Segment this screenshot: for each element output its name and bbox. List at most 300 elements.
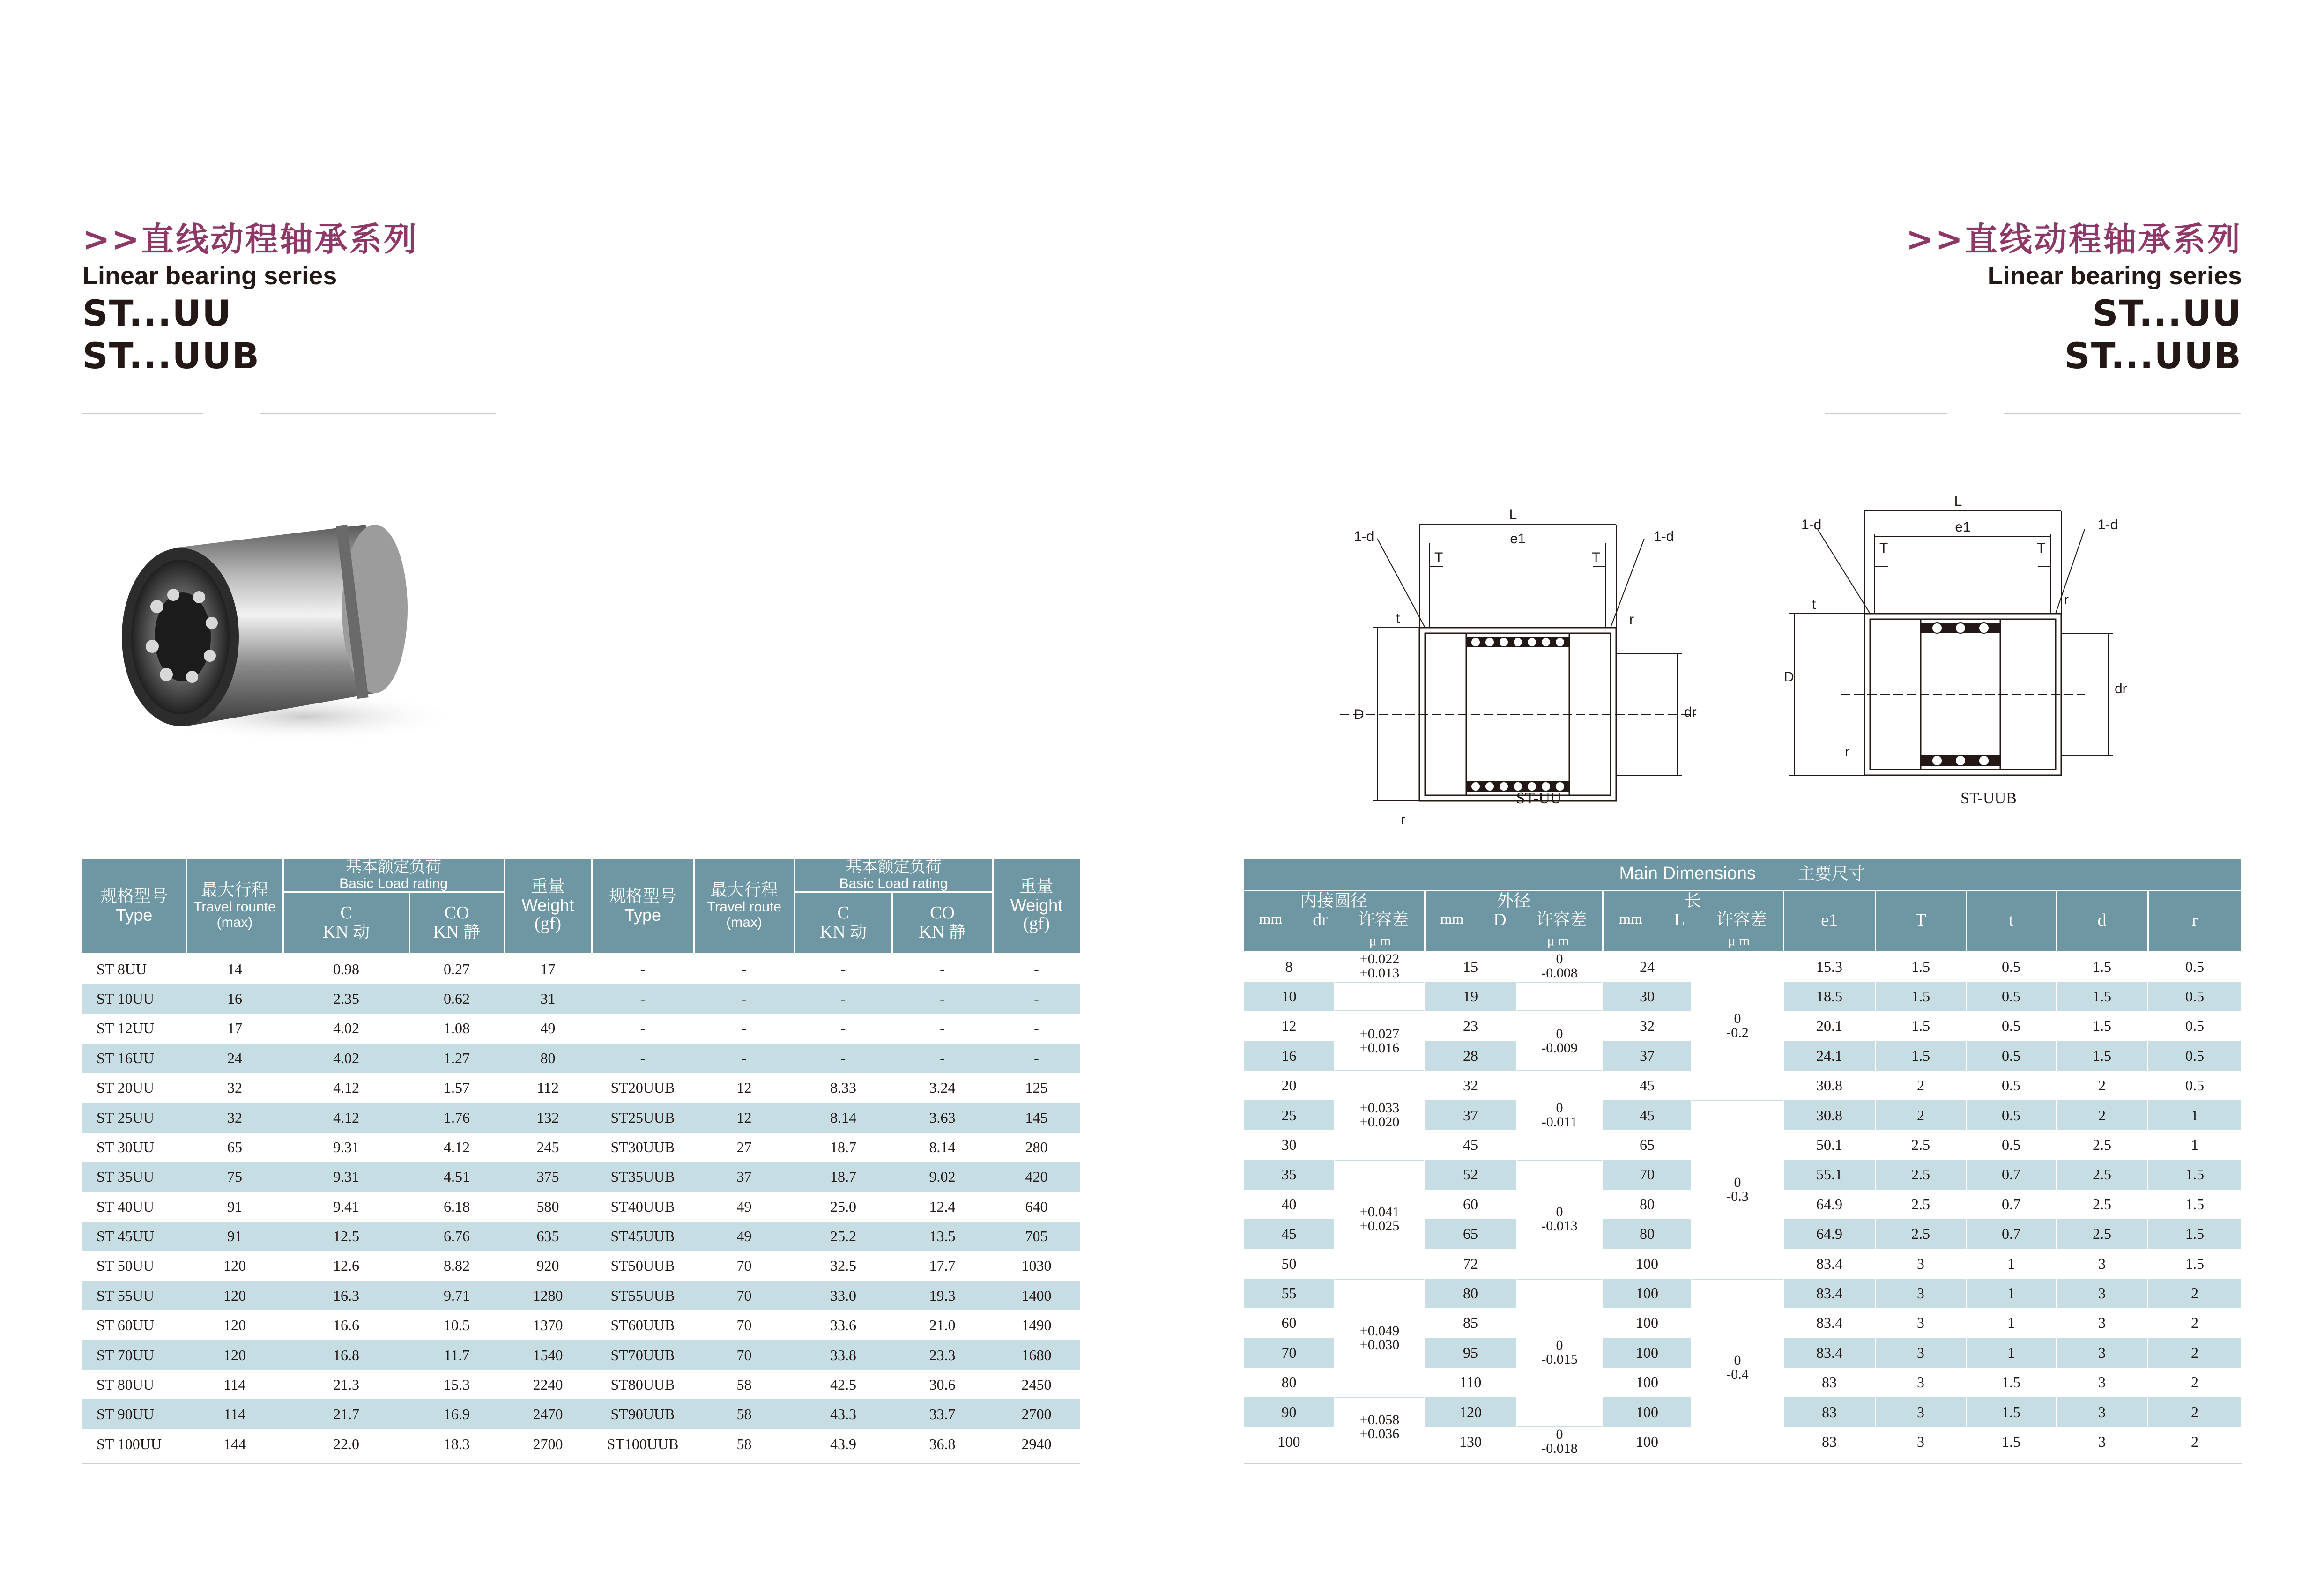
table-cell: 21.3 xyxy=(283,1370,409,1399)
dim-label-L: L xyxy=(1509,507,1517,522)
table-cell: 2 xyxy=(2148,1338,2242,1368)
linear-bearing-photo xyxy=(103,506,440,768)
table-cell: 132 xyxy=(504,1103,592,1132)
table-cell: 1280 xyxy=(504,1281,592,1310)
table-cell: ST20UUB xyxy=(592,1073,694,1103)
table-row xyxy=(82,1370,1080,1399)
table-cell: 17.7 xyxy=(892,1251,993,1281)
table-row xyxy=(82,1399,1080,1429)
diagram-caption-uub xyxy=(1935,780,2042,813)
table-cell: ST 16UU xyxy=(82,1044,186,1073)
table-cell: 17 xyxy=(504,954,592,984)
table-cell: 920 xyxy=(504,1251,592,1281)
table-cell: 52 xyxy=(1425,1160,1516,1189)
table-cell: 1.5 xyxy=(2148,1249,2242,1278)
col-e1: e1 xyxy=(1783,890,1875,951)
table-cell: 3 xyxy=(2056,1279,2148,1308)
table-cell: 2 xyxy=(2148,1397,2242,1427)
table-cell: 2 xyxy=(2056,1100,2148,1130)
tolerance-upper: 0 xyxy=(1734,1352,1741,1368)
dim-label-T-right: T xyxy=(1592,550,1601,565)
table-row xyxy=(82,1073,1080,1103)
table-cell: - xyxy=(892,984,993,1014)
table-cell: 0.98 xyxy=(283,954,409,984)
table-cell: 21.0 xyxy=(892,1310,993,1340)
svg-text:ST-UUB: ST-UUB xyxy=(1960,790,2017,807)
table-cell: 32 xyxy=(186,1073,283,1103)
table-cell: ST 100UU xyxy=(82,1429,186,1459)
table-cell: 0.5 xyxy=(2148,982,2242,1011)
tolerance-upper: +0.049 xyxy=(1359,1323,1400,1339)
load-rating-table xyxy=(82,859,1081,1459)
table-cell: 49 xyxy=(694,1192,794,1222)
table-cell: 24 xyxy=(186,1044,283,1073)
table-cell: 1.5 xyxy=(1966,1397,2056,1427)
table-cell: 10 xyxy=(1244,982,1335,1011)
tolerance-lower: -0.013 xyxy=(1541,1218,1578,1234)
table-cell: 25 xyxy=(1244,1100,1335,1130)
page-title-cn-left: >>直线动程轴承系列 xyxy=(82,220,419,259)
table-cell: 4.12 xyxy=(409,1133,504,1162)
table-cell: 16.3 xyxy=(283,1281,409,1310)
table-cell: - xyxy=(993,1014,1080,1043)
table-cell: 120 xyxy=(1425,1397,1516,1427)
tolerance-lower: +0.036 xyxy=(1359,1426,1400,1442)
tolerance-upper: +0.027 xyxy=(1359,1026,1400,1042)
tolerance-D xyxy=(1516,1161,1603,1278)
table-row xyxy=(82,1044,1080,1073)
table-cell: 45 xyxy=(1603,1100,1692,1130)
table-cell: 4.12 xyxy=(283,1103,409,1132)
table-cell: - xyxy=(993,954,1080,984)
table-cell: ST30UUB xyxy=(592,1133,694,1162)
table-cell: 1.5 xyxy=(1875,951,1966,982)
table-cell: - xyxy=(694,1044,794,1073)
table-cell: 33.0 xyxy=(794,1281,892,1310)
table-cell: 58 xyxy=(694,1370,794,1399)
table-cell: 70 xyxy=(694,1310,794,1340)
tolerance-upper: 0 xyxy=(1734,1174,1741,1190)
table-cell: 37 xyxy=(694,1162,794,1192)
table-cell: 32 xyxy=(186,1103,283,1132)
table-cell: 1680 xyxy=(993,1340,1080,1370)
tolerance-dr xyxy=(1335,1280,1425,1397)
table-cell: 2 xyxy=(2148,1279,2242,1308)
table-cell: 35 xyxy=(1244,1160,1335,1189)
table-cell: 1.5 xyxy=(2056,1041,2148,1071)
table-cell: 30.6 xyxy=(892,1370,993,1399)
tolerance-dr xyxy=(1335,952,1425,981)
header-rule xyxy=(82,413,203,414)
table-cell: 80 xyxy=(1244,1368,1335,1397)
table-cell: ST 35UU xyxy=(82,1162,186,1192)
tolerance-lower: -0.2 xyxy=(1726,1025,1749,1041)
table-cell: 2.5 xyxy=(1875,1219,1966,1249)
table-cell: - xyxy=(592,1044,694,1073)
table-cell: 70 xyxy=(694,1281,794,1310)
table-cell: 32 xyxy=(1603,1011,1692,1041)
table-cell: 70 xyxy=(1603,1160,1692,1189)
table-row xyxy=(82,1281,1080,1310)
table-cell: 0.5 xyxy=(2148,1011,2242,1041)
header-rule xyxy=(2004,413,2241,414)
table-row xyxy=(82,1429,1080,1459)
table-row xyxy=(82,1133,1080,1162)
table-cell: ST35UUB xyxy=(592,1162,694,1192)
table-cell: 3.63 xyxy=(892,1103,993,1132)
tolerance-dr xyxy=(1335,1398,1425,1456)
table-cell: 2450 xyxy=(993,1370,1080,1399)
table-cell: - xyxy=(993,1044,1080,1073)
table-cell: 3 xyxy=(1875,1249,1966,1278)
table-cell: ST 25UU xyxy=(82,1103,186,1132)
header-rule xyxy=(260,413,496,414)
table-cell: 2700 xyxy=(504,1429,592,1459)
table-cell: ST 50UU xyxy=(82,1251,186,1281)
table-cell: 0.5 xyxy=(1966,1071,2056,1100)
table-cell: 6.18 xyxy=(409,1192,504,1222)
table-cell: 50.1 xyxy=(1783,1130,1875,1160)
dim-label-L: L xyxy=(1954,494,1962,509)
tolerance-upper: 0 xyxy=(1556,1427,1563,1443)
table-cell: 83.4 xyxy=(1783,1249,1875,1278)
table-cell: 64.9 xyxy=(1783,1219,1875,1249)
table-bottom-rule xyxy=(1244,1463,2242,1464)
table-cell: 1.5 xyxy=(1966,1427,2056,1457)
tolerance-upper: 0 xyxy=(1556,1026,1563,1042)
page-subtitle-en-right: Linear bearing series xyxy=(1987,262,2242,290)
table-bottom-rule xyxy=(82,1463,1080,1464)
table-cell: 23 xyxy=(1425,1011,1516,1041)
table-cell: ST50UUB xyxy=(592,1251,694,1281)
table-cell: 3 xyxy=(2056,1308,2148,1338)
dim-label-T-right: T xyxy=(2037,540,2046,556)
table-cell: 8.33 xyxy=(794,1073,892,1103)
col-inner-diameter: 内接圆径 mm dr 许容差 μ m xyxy=(1244,890,1425,951)
tolerance-D xyxy=(1516,952,1603,981)
diagram-caption-uu xyxy=(1485,780,1593,813)
table-cell: 16.6 xyxy=(283,1310,409,1340)
table-cell: 13.5 xyxy=(892,1222,993,1251)
table-cell: 32 xyxy=(1425,1071,1516,1100)
table-cell: - xyxy=(794,984,892,1014)
dim-label-T-left: T xyxy=(1434,550,1443,565)
table-cell: 375 xyxy=(504,1162,592,1192)
tolerance-upper: +0.041 xyxy=(1359,1204,1400,1220)
col-c-dynamic: C KN 动 xyxy=(283,892,409,954)
table-cell: 55 xyxy=(1244,1279,1335,1308)
table-cell: 580 xyxy=(504,1192,592,1222)
table-cell: 12.6 xyxy=(283,1251,409,1281)
table-cell: 80 xyxy=(504,1044,592,1073)
table-cell: ST55UUB xyxy=(592,1281,694,1310)
table-cell: 2700 xyxy=(993,1399,1080,1429)
dim-label-e1: e1 xyxy=(1510,531,1526,547)
table-cell: 1.57 xyxy=(409,1073,504,1103)
tolerance-D xyxy=(1516,1428,1603,1456)
table-cell: 80 xyxy=(1603,1219,1692,1249)
tolerance-lower: +0.013 xyxy=(1359,965,1400,981)
table-cell: 9.31 xyxy=(283,1133,409,1162)
table-cell: 6.76 xyxy=(409,1222,504,1251)
table-cell: 28 xyxy=(1425,1041,1516,1071)
table-row xyxy=(82,984,1080,1014)
col-weight-2: 重量 Weight (gf) xyxy=(993,859,1080,954)
table-cell: 2 xyxy=(2148,1308,2242,1338)
tolerance-L xyxy=(1692,952,1783,1099)
table-cell: 0.62 xyxy=(409,984,504,1014)
col-load-rating: 基本额定负荷 Basic Load rating xyxy=(283,859,504,892)
table-cell: - xyxy=(694,1014,794,1043)
table-cell: 144 xyxy=(186,1429,283,1459)
table-cell: 21.7 xyxy=(283,1399,409,1429)
table-cell: 120 xyxy=(186,1251,283,1281)
table-cell: 91 xyxy=(186,1222,283,1251)
table-cell: ST 70UU xyxy=(82,1340,186,1370)
series-code-uu-left: ST...UU xyxy=(82,292,232,334)
table-cell: 36.8 xyxy=(892,1429,993,1459)
table-cell: 100 xyxy=(1603,1338,1692,1368)
table-cell: ST100UUB xyxy=(592,1429,694,1459)
table-cell: 100 xyxy=(1603,1427,1692,1457)
table-cell: 1400 xyxy=(993,1281,1080,1310)
table-cell: 95 xyxy=(1425,1338,1516,1368)
table-cell: 1.5 xyxy=(1875,982,1966,1011)
table-cell: 12 xyxy=(694,1103,794,1132)
table-cell: 100 xyxy=(1244,1427,1335,1457)
dim-label-r-bottom: r xyxy=(1401,812,1405,828)
table-cell: 0.5 xyxy=(2148,1071,2242,1100)
col-outer-diameter: 外径 mm D 许容差 μ m xyxy=(1425,890,1603,951)
table-cell: 125 xyxy=(993,1073,1080,1103)
table-cell: 1.76 xyxy=(409,1103,504,1132)
tolerance-upper: 0 xyxy=(1556,1204,1563,1220)
table-cell: 1490 xyxy=(993,1310,1080,1340)
table-cell: 43.9 xyxy=(794,1429,892,1459)
table-cell: 55.1 xyxy=(1783,1160,1875,1189)
table-cell: 64.9 xyxy=(1783,1190,1875,1219)
table-cell: 2 xyxy=(1875,1100,1966,1130)
dim-label-t: t xyxy=(1396,611,1400,626)
dim-label-r-top: r xyxy=(2064,592,2069,607)
col-travel-2: 最大行程 Travel route (max) xyxy=(694,859,794,954)
table-cell: 17 xyxy=(186,1014,283,1043)
tolerance-lower: +0.016 xyxy=(1359,1040,1400,1056)
tolerance-D xyxy=(1516,983,1603,1010)
table-cell: 1.5 xyxy=(1966,1368,2056,1397)
table-cell: 4.02 xyxy=(283,1044,409,1073)
table-cell: 2.35 xyxy=(283,984,409,1014)
table-cell: 50 xyxy=(1244,1249,1335,1278)
table-cell: 1.5 xyxy=(2056,1011,2148,1041)
table-row xyxy=(82,1251,1080,1281)
col-T: T xyxy=(1875,890,1966,951)
tolerance-lower: -0.3 xyxy=(1726,1188,1749,1204)
dim-label-1d-left: 1-d xyxy=(1801,517,1822,533)
table-cell: 30.8 xyxy=(1783,1100,1875,1130)
table-cell: 85 xyxy=(1425,1308,1516,1338)
table-cell: - xyxy=(592,984,694,1014)
col-r: r xyxy=(2148,890,2242,951)
col-d: d xyxy=(2056,890,2148,951)
table-cell: 31 xyxy=(504,984,592,1014)
table-cell: 4.02 xyxy=(283,1014,409,1043)
table-cell: 18.7 xyxy=(794,1162,892,1192)
tolerance-dr xyxy=(1335,1012,1425,1070)
table-cell: 0.5 xyxy=(1966,1041,2056,1071)
table-cell: ST 45UU xyxy=(82,1222,186,1251)
table-cell: 20.1 xyxy=(1783,1011,1875,1041)
table-cell: 80 xyxy=(1603,1190,1692,1219)
table-cell: - xyxy=(892,954,993,984)
table-cell: 100 xyxy=(1603,1308,1692,1338)
table-cell: 24.1 xyxy=(1783,1041,1875,1071)
table-cell: 0.27 xyxy=(409,954,504,984)
table-cell: 30 xyxy=(1244,1130,1335,1160)
table-cell: 114 xyxy=(186,1370,283,1399)
table-cell: 83.4 xyxy=(1783,1279,1875,1308)
table-cell: 49 xyxy=(504,1014,592,1043)
dim-label-t: t xyxy=(1812,597,1816,612)
table-cell: 2.5 xyxy=(2056,1190,2148,1219)
col-co-static: CO KN 静 xyxy=(409,892,504,954)
table-cell: 15.3 xyxy=(409,1370,504,1399)
table-cell: 2.5 xyxy=(1875,1160,1966,1189)
table-cell: 4.12 xyxy=(283,1073,409,1103)
tolerance-upper: 0 xyxy=(1556,1100,1563,1116)
dim-label-dr: dr xyxy=(2115,681,2127,696)
tolerance-lower: +0.030 xyxy=(1359,1337,1400,1353)
table-cell: 9.71 xyxy=(409,1281,504,1310)
dim-label-T-left: T xyxy=(1879,540,1888,556)
table-cell: ST25UUB xyxy=(592,1103,694,1132)
table-cell: 1030 xyxy=(993,1251,1080,1281)
tolerance-dr xyxy=(1335,1161,1425,1278)
col-type-2: 规格型号 Type xyxy=(592,859,694,954)
header-rule xyxy=(1825,413,1947,414)
table-cell: 16 xyxy=(186,984,283,1014)
table-cell: 75 xyxy=(186,1162,283,1192)
table-cell: 15.3 xyxy=(1783,951,1875,982)
tolerance-dr xyxy=(1335,1072,1425,1159)
table-cell: 2 xyxy=(2056,1071,2148,1100)
table-cell: ST 10UU xyxy=(82,984,186,1014)
table-cell: 3 xyxy=(2056,1397,2148,1427)
table-cell: 0.5 xyxy=(1966,951,2056,982)
table-cell: 45 xyxy=(1244,1219,1335,1249)
table-cell: 8.14 xyxy=(794,1103,892,1132)
table-cell: 90 xyxy=(1244,1397,1335,1427)
table-cell: 18.5 xyxy=(1783,982,1875,1011)
dim-label-r-top: r xyxy=(1629,612,1634,627)
table-cell: 8.82 xyxy=(409,1251,504,1281)
table-cell: 1.08 xyxy=(409,1014,504,1043)
table-cell: 640 xyxy=(993,1192,1080,1222)
tolerance-upper: +0.022 xyxy=(1359,951,1400,967)
table-cell: 22.0 xyxy=(283,1429,409,1459)
tolerance-L xyxy=(1692,1101,1783,1277)
table-cell: 83.4 xyxy=(1783,1338,1875,1368)
table-cell: 1.5 xyxy=(2056,982,2148,1011)
table-cell: 27 xyxy=(694,1133,794,1162)
table-row xyxy=(82,1192,1080,1222)
table-cell: 0.5 xyxy=(2148,951,2242,982)
table-cell: 70 xyxy=(694,1340,794,1370)
table-cell: 1 xyxy=(2148,1130,2242,1160)
table-cell: 1.5 xyxy=(1875,1011,1966,1041)
tolerance-lower: +0.025 xyxy=(1359,1218,1400,1234)
table-cell: 120 xyxy=(186,1281,283,1310)
tolerance-lower: -0.009 xyxy=(1541,1040,1578,1056)
table-cell: 80 xyxy=(1425,1279,1516,1308)
dim-label-D: D xyxy=(1784,669,1794,685)
table-cell: ST60UUB xyxy=(592,1310,694,1340)
table-cell: 19 xyxy=(1425,982,1516,1011)
table-cell: 83.4 xyxy=(1783,1308,1875,1338)
col-length: 长 mm L 许容差 μ m xyxy=(1603,890,1783,951)
table-cell: 100 xyxy=(1603,1249,1692,1278)
table-cell: 245 xyxy=(504,1133,592,1162)
table-cell: 20 xyxy=(1244,1071,1335,1100)
tolerance-lower: -0.008 xyxy=(1541,965,1578,981)
dim-label-1d-right: 1-d xyxy=(2098,517,2118,533)
table-cell: 2.5 xyxy=(2056,1160,2148,1189)
table-cell: - xyxy=(993,984,1080,1014)
table-cell: - xyxy=(794,954,892,984)
table-cell: 10.5 xyxy=(409,1310,504,1340)
table-cell: 120 xyxy=(186,1340,283,1370)
table-cell: 42.5 xyxy=(794,1370,892,1399)
table-cell: 16.9 xyxy=(409,1399,504,1429)
table-cell: 114 xyxy=(186,1399,283,1429)
table-row xyxy=(82,1310,1080,1340)
table-cell: 8 xyxy=(1244,951,1335,982)
table-cell: 9.41 xyxy=(283,1192,409,1222)
table-cell: 100 xyxy=(1603,1397,1692,1427)
table-cell: 3 xyxy=(1875,1308,1966,1338)
table-cell: 37 xyxy=(1603,1041,1692,1071)
table-cell: 0.7 xyxy=(1966,1190,2056,1219)
table-cell: 1 xyxy=(1966,1308,2056,1338)
table-cell: 8.14 xyxy=(892,1133,993,1162)
table-cell: 9.31 xyxy=(283,1162,409,1192)
table-cell: ST 55UU xyxy=(82,1281,186,1310)
table-cell: 65 xyxy=(1603,1130,1692,1160)
table-cell: 2 xyxy=(2148,1368,2242,1397)
table-cell: 3 xyxy=(2056,1249,2148,1278)
table-cell: 1 xyxy=(1966,1249,2056,1278)
table-cell: ST70UUB xyxy=(592,1340,694,1370)
table-cell: 49 xyxy=(694,1222,794,1251)
tolerance-upper: +0.033 xyxy=(1359,1100,1400,1116)
table-cell: 1.5 xyxy=(2148,1160,2242,1189)
tolerance-lower: -0.018 xyxy=(1541,1441,1578,1457)
tolerance-lower: -0.015 xyxy=(1541,1352,1578,1368)
tolerance-upper: 0 xyxy=(1556,1338,1563,1354)
table-cell: 12.4 xyxy=(892,1192,993,1222)
table-row xyxy=(82,954,1080,984)
table-cell: 1.5 xyxy=(2056,951,2148,982)
table-cell: 2940 xyxy=(993,1429,1080,1459)
dim-label-e1: e1 xyxy=(1955,519,1971,535)
table-cell: 12.5 xyxy=(283,1222,409,1251)
table-cell: 4.51 xyxy=(409,1162,504,1192)
table-cell: - xyxy=(694,954,794,984)
table-cell: 110 xyxy=(1425,1368,1516,1397)
table-cell: 2.5 xyxy=(1875,1190,1966,1219)
table-cell: 45 xyxy=(1603,1071,1692,1100)
table-cell: 0.5 xyxy=(2148,1041,2242,1071)
